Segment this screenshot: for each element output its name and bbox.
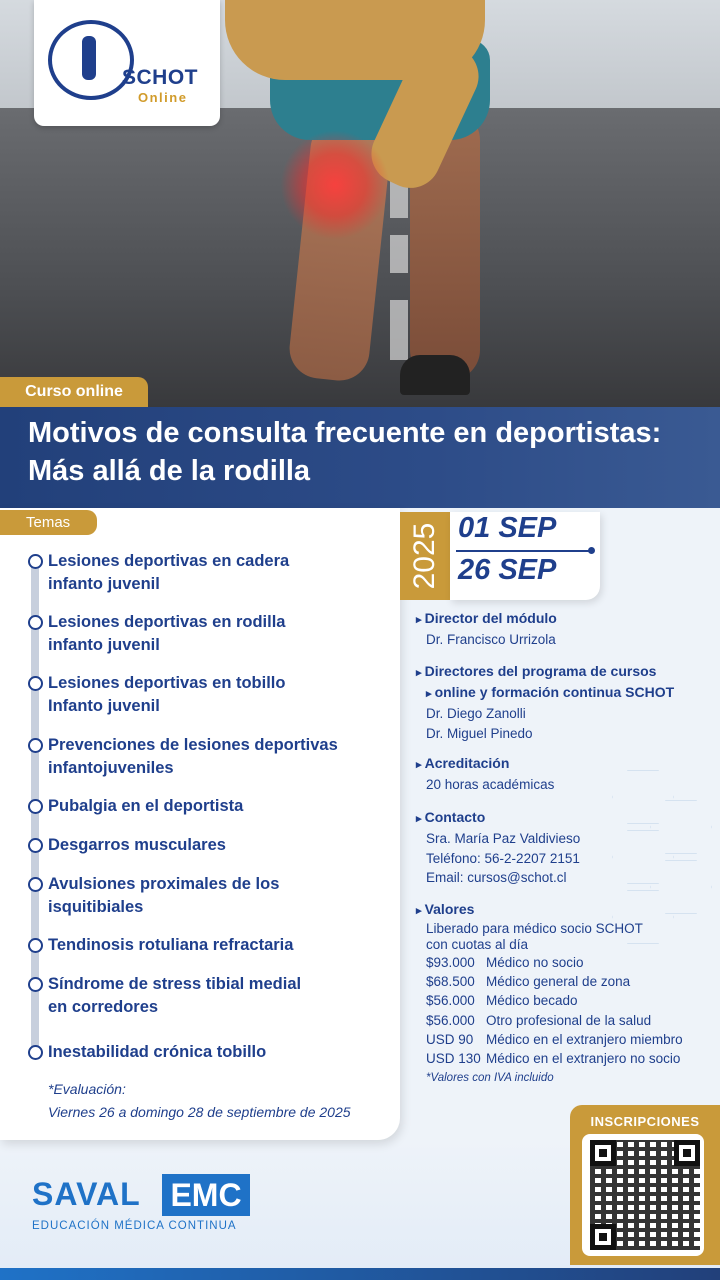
prices-note: *Valores con IVA incluido [426, 1072, 554, 1084]
topic-item [28, 550, 388, 596]
topic-item [28, 934, 388, 957]
lane-mark [390, 235, 408, 273]
topic-text: Lesiones deportivas en cadera infanto juvenil [48, 552, 290, 593]
bullet-circle-icon [28, 799, 43, 814]
price-row [426, 1030, 716, 1049]
runner-shoe [400, 355, 470, 395]
start-date: 01 SEP [458, 512, 557, 544]
date-divider-dot [588, 547, 595, 554]
end-date: 26 SEP [458, 554, 557, 586]
page-title: Motivos de consulta frecuente en deportistas: Más allá de la rodilla [28, 417, 662, 487]
topic-item [28, 834, 388, 857]
bullet-circle-icon [28, 554, 43, 569]
bullet-circle-icon [28, 938, 43, 953]
director-label: ▸ Director del módulo [416, 609, 716, 630]
topic-text: Lesiones deportivas en tobillo Infanto juvenil [48, 674, 286, 715]
prices-label: ▸ Valores [416, 900, 716, 921]
accreditation-label: ▸ Acreditación [416, 754, 716, 775]
price-desc: Médico en el extranjero no socio [486, 1051, 681, 1067]
program-director-name: Dr. Diego Zanolli [426, 706, 526, 721]
evaluation-label: *Evaluación: [48, 1081, 126, 1097]
course-type-badge: Curso online [0, 377, 148, 407]
topic-text: Avulsiones proximales de los isquitibiales [48, 875, 280, 916]
contact-section [416, 808, 716, 888]
accreditation-section [416, 754, 716, 795]
topics-label: Temas [0, 510, 97, 535]
price-amount: USD 90 [426, 1031, 474, 1047]
bullet-circle-icon [28, 1045, 43, 1060]
director-name: Dr. Francisco Urrizola [426, 632, 556, 647]
topic-item [28, 873, 388, 919]
price-amount: $93.000 [426, 955, 475, 970]
contact-email: Email: cursos@schot.cl [426, 870, 567, 885]
contact-phone: Teléfono: 56-2-2207 2151 [426, 850, 580, 866]
bullet-circle-icon [28, 676, 43, 691]
bullet-circle-icon [28, 877, 43, 892]
qr-finder [674, 1140, 700, 1166]
bullet-circle-icon [28, 838, 43, 853]
emc-logo-box: EMC [162, 1174, 250, 1216]
topic-item [28, 973, 388, 1019]
price-desc: Médico general de zona [486, 974, 631, 990]
topic-item [28, 1041, 388, 1064]
logo-name: SCHOT [122, 66, 198, 89]
price-desc: Médico becado [486, 993, 578, 1009]
director-section [416, 609, 716, 650]
logo-sub: Online [138, 90, 188, 105]
contact-name: Sra. María Paz Valdivieso [426, 831, 581, 846]
price-row [426, 1049, 716, 1068]
schot-logo [34, 0, 220, 126]
bullet-circle-icon [28, 615, 43, 630]
price-row [426, 953, 716, 972]
price-amount: $68.500 [426, 974, 475, 990]
price-desc: Otro profesional de la salud [486, 1012, 652, 1028]
saval-logo: SAVAL [32, 1176, 141, 1212]
prices-section [416, 900, 716, 953]
price-desc: Médico no socio [486, 955, 584, 970]
price-row [426, 1011, 716, 1030]
topic-item [28, 795, 388, 818]
evaluation-dates: Viernes 26 a domingo 28 de septiembre de 2025 [48, 1104, 351, 1120]
price-amount: $56.000 [426, 1012, 475, 1028]
year-badge [400, 512, 450, 600]
program-directors-section [416, 662, 716, 743]
date-divider [456, 550, 592, 552]
qr-finder [590, 1140, 616, 1166]
bottom-bar [0, 1268, 720, 1280]
bullet-circle-icon [28, 738, 43, 753]
knee-pain-glow [280, 130, 390, 240]
qr-finder [590, 1224, 616, 1250]
topic-text: Prevenciones de lesiones deportivas infantojuveniles [48, 736, 338, 777]
topic-item [28, 672, 388, 718]
price-row [426, 991, 716, 1010]
program-director-name: Dr. Miguel Pinedo [426, 725, 533, 741]
topic-text: Inestabilidad crónica tobillo [48, 1043, 267, 1061]
program-directors-label: ▸ online y formación continua SCHOT [416, 683, 716, 704]
price-row [426, 972, 716, 991]
accreditation-value: 20 horas académicas [426, 777, 555, 792]
price-amount: $56.000 [426, 993, 475, 1009]
topic-text: Desgarros musculares [48, 836, 226, 854]
topic-text: Pubalgia en el deportista [48, 797, 244, 815]
contact-label: ▸ Contacto [416, 808, 716, 829]
price-list [426, 953, 716, 1068]
prices-intro: Liberado para médico socio SCHOT [426, 921, 643, 936]
price-desc: Médico en el extranjero miembro [486, 1031, 683, 1047]
bullet-circle-icon [28, 977, 43, 992]
registration-label: INSCRIPCIONES [590, 1114, 700, 1129]
topic-item [28, 611, 388, 657]
prices-intro: con cuotas al día [426, 937, 529, 952]
evaluation-note [48, 1078, 398, 1124]
topic-text: Lesiones deportivas en rodilla infanto juvenil [48, 613, 286, 654]
program-directors-label: ▸ Directores del programa de cursos [416, 662, 716, 683]
lane-mark [390, 300, 408, 360]
topic-text: Síndrome de stress tibial medial en corredores [48, 975, 302, 1016]
year-text: 2025 [408, 522, 441, 590]
topic-text: Tendinosis rotuliana refractaria [48, 936, 294, 954]
topic-item [28, 734, 388, 780]
saval-tagline: EDUCACIÓN MÉDICA CONTINUA [32, 1220, 237, 1232]
price-amount: USD 130 [426, 1051, 481, 1067]
